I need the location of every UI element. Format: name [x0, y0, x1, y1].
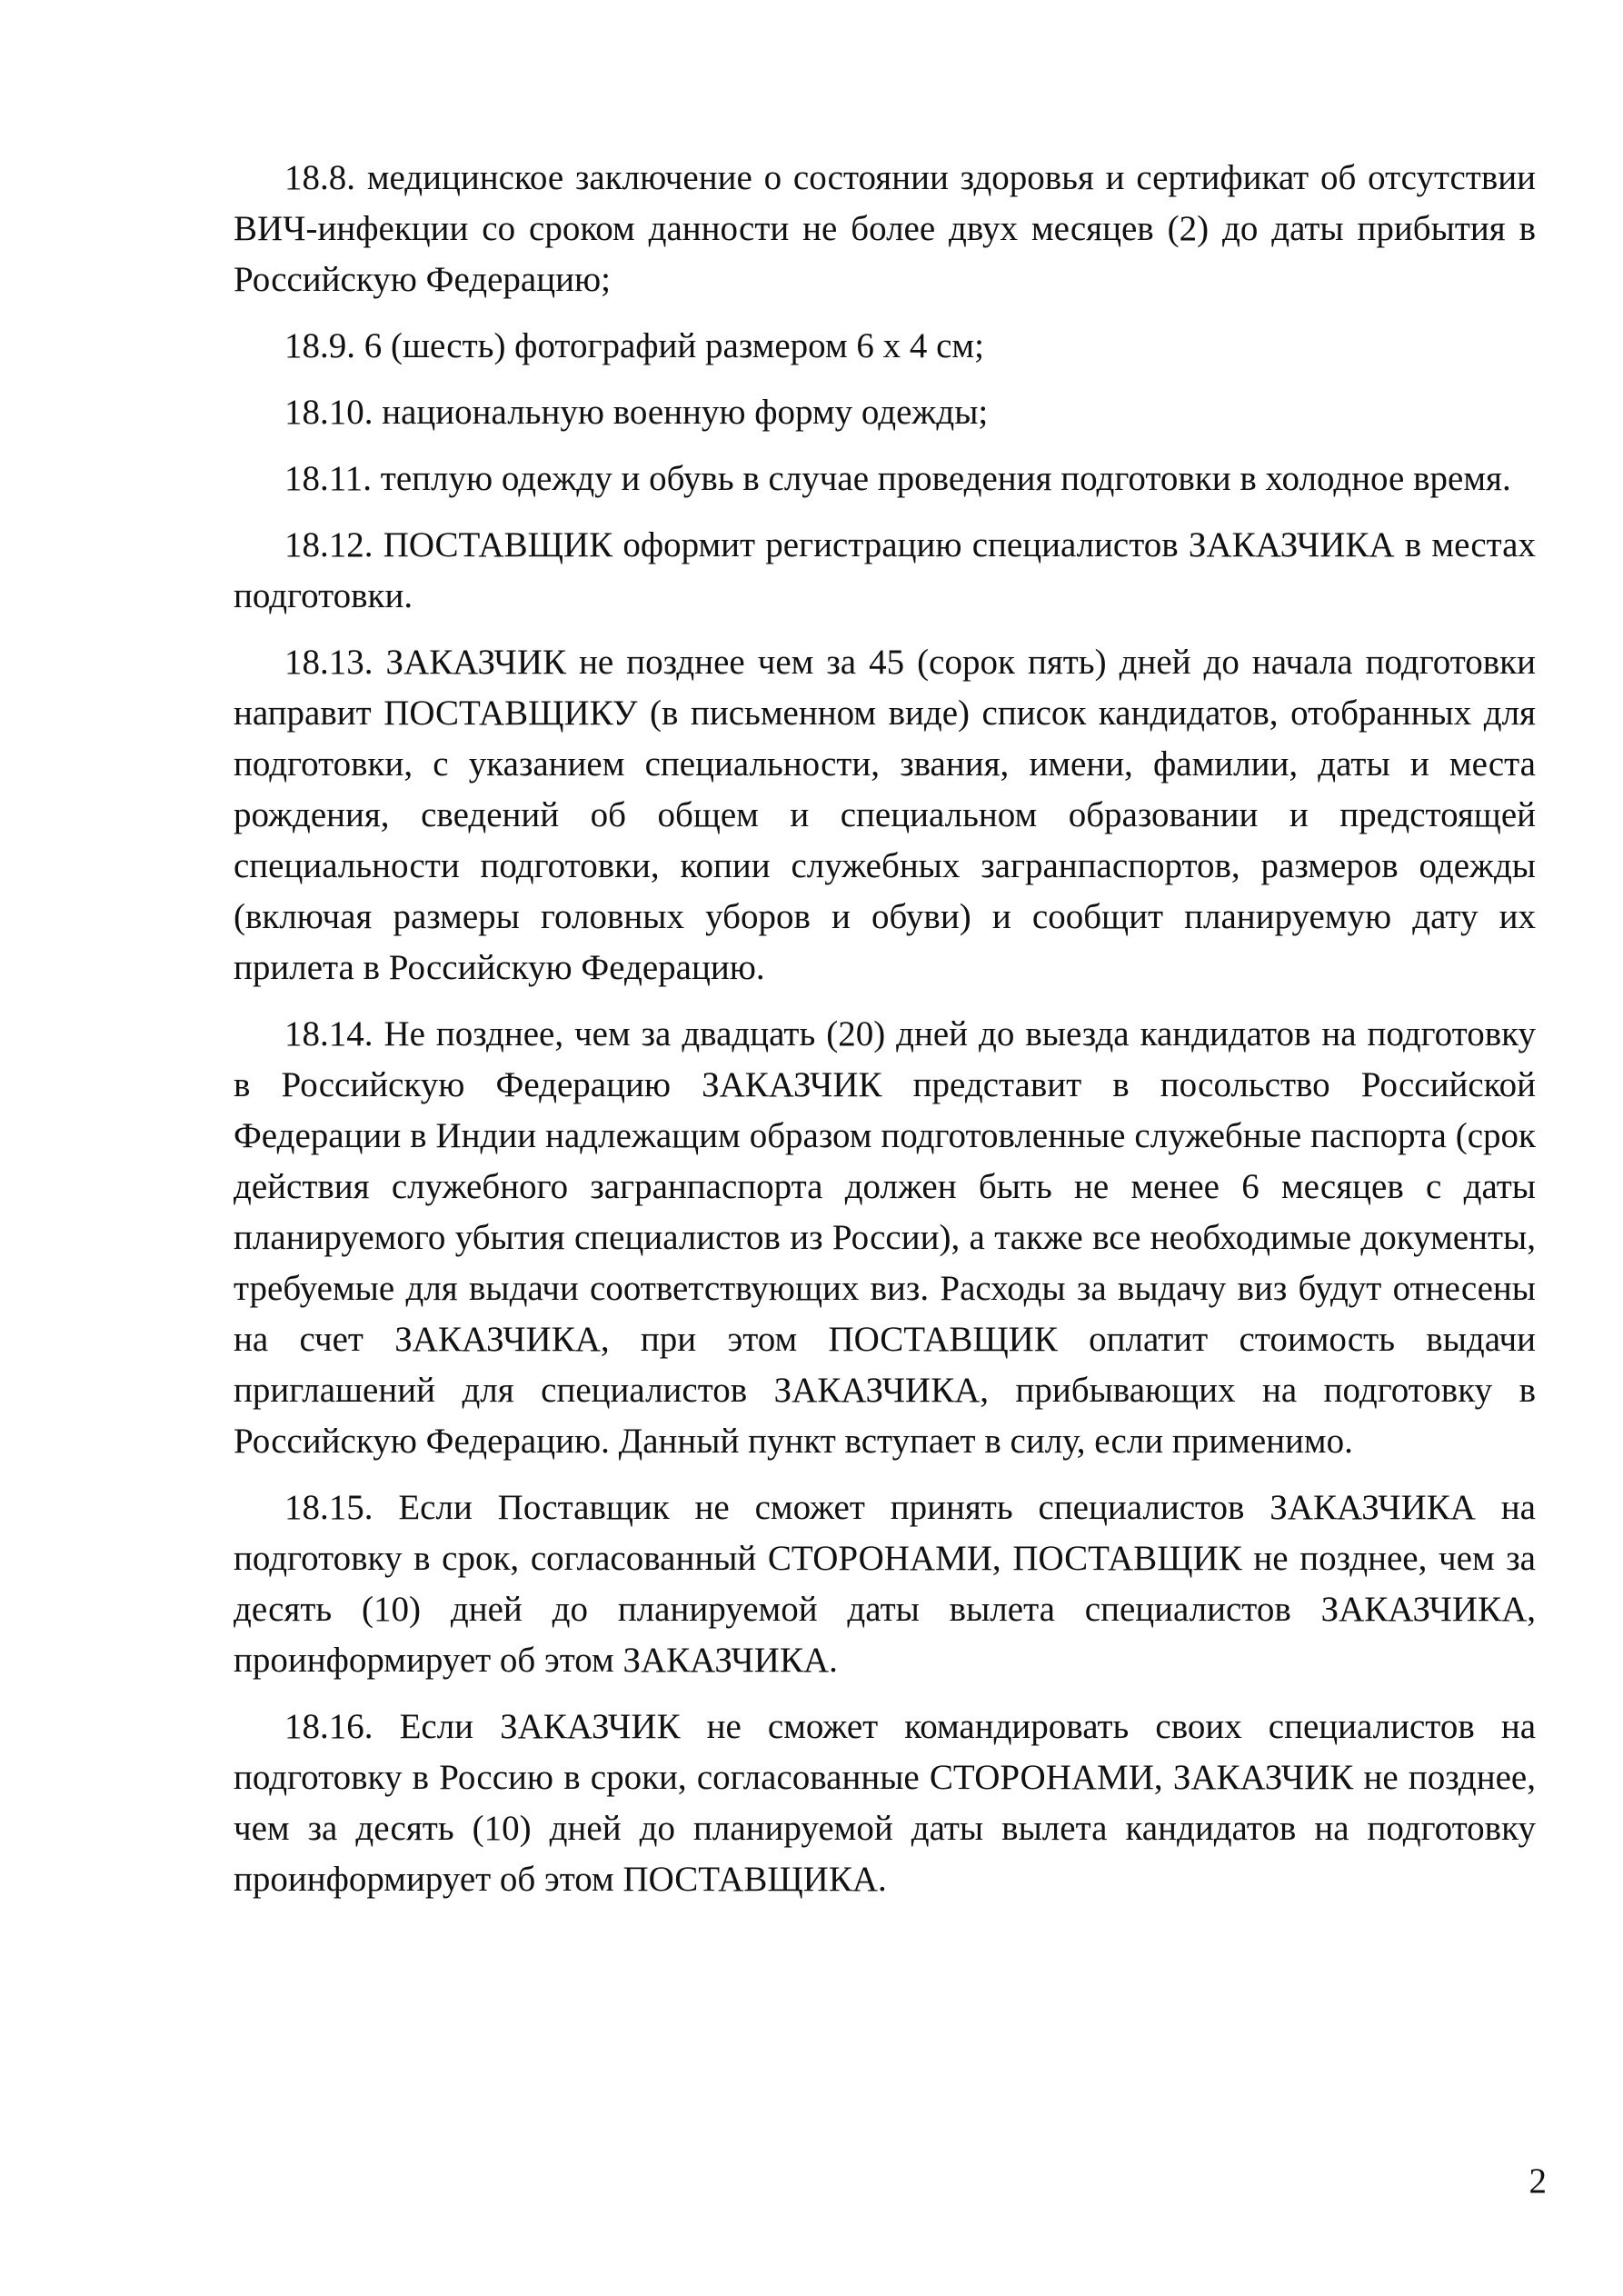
paragraph-18-12: 18.12. ПОСТАВЩИК оформит регистрацию специалистов ЗАКАЗЧИКА в местах подготовки. [234, 525, 1536, 615]
paragraph-18-16: 18.16. Если ЗАКАЗЧИК не сможет командировать своих специалистов на подготовку в Россию в сроки, согласованные СТОРОНАМИ, ЗАКАЗЧИК не позднее, чем за десять (10) дней до планируемой даты вылета кандидатов на подготовку проинформирует об этом ПОСТАВЩИКА. [234, 1707, 1536, 1899]
paragraph-18-13: 18.13. ЗАКАЗЧИК не позднее чем за 45 (сорок пять) дней до начала подготовки направит ПОСТАВЩИКУ (в письменном виде) список кандидатов, отобранных для подготовки, с указанием специальности, звания, имени, фамилии, даты и места рождения, сведений об общем и специальном образовании и предстоящей специальности подготовки, копии служебных загранпаспортов, размеров одежды (включая размеры головных уборов и обуви) и сообщит планируемую дату их прилета в Российскую Федерацию. [234, 643, 1536, 987]
paragraph-18-9: 18.9. 6 (шесть) фотографий размером 6 x 4 см; [284, 326, 984, 365]
page-number: 2 [1528, 2161, 1547, 2201]
paragraph-18-10: 18.10. национальную военную форму одежды; [284, 393, 989, 432]
paragraph-18-14: 18.14. Не позднее, чем за двадцать (20) дней до выезда кандидатов на подготовку в Российскую Федерацию ЗАКАЗЧИК представит в посольство Российской Федерации в Индии надлежащим образом подготовленные служебные паспорта (срок действия служебного загранпаспорта должен быть не менее 6 месяцев с даты планируемого убытия специалистов из России), а также все необходимые документы, требуемые для выдачи соответствующих виз. Расходы за выдачу виз будут отнесены на счет ЗАКАЗЧИКА, при этом ПОСТАВЩИК оплатит стоимость выдачи приглашений для специалистов ЗАКАЗЧИКА, прибывающих на подготовку в Российскую Федерацию. Данный пункт вступает в силу, если применимо. [234, 1014, 1536, 1461]
paragraph-18-15: 18.15. Если Поставщик не сможет принять специалистов ЗАКАЗЧИКА на подготовку в срок, согласованный СТОРОНАМИ, ПОСТАВЩИК не позднее, чем за десять (10) дней до планируемой даты вылета специалистов ЗАКАЗЧИКА, проинформирует об этом ЗАКАЗЧИКА. [234, 1488, 1536, 1680]
paragraph-18-11: 18.11. теплую одежду и обувь в случае проведения подготовки в холодное время. [284, 459, 1511, 498]
document-body [234, 153, 1536, 1921]
paragraph-18-8: 18.8. медицинское заключение о состоянии здоровья и сертификат об отсутствии ВИЧ-инфекции со сроком данности не более двух месяцев (2) до даты прибытия в Российскую Федерацию; [234, 158, 1536, 299]
